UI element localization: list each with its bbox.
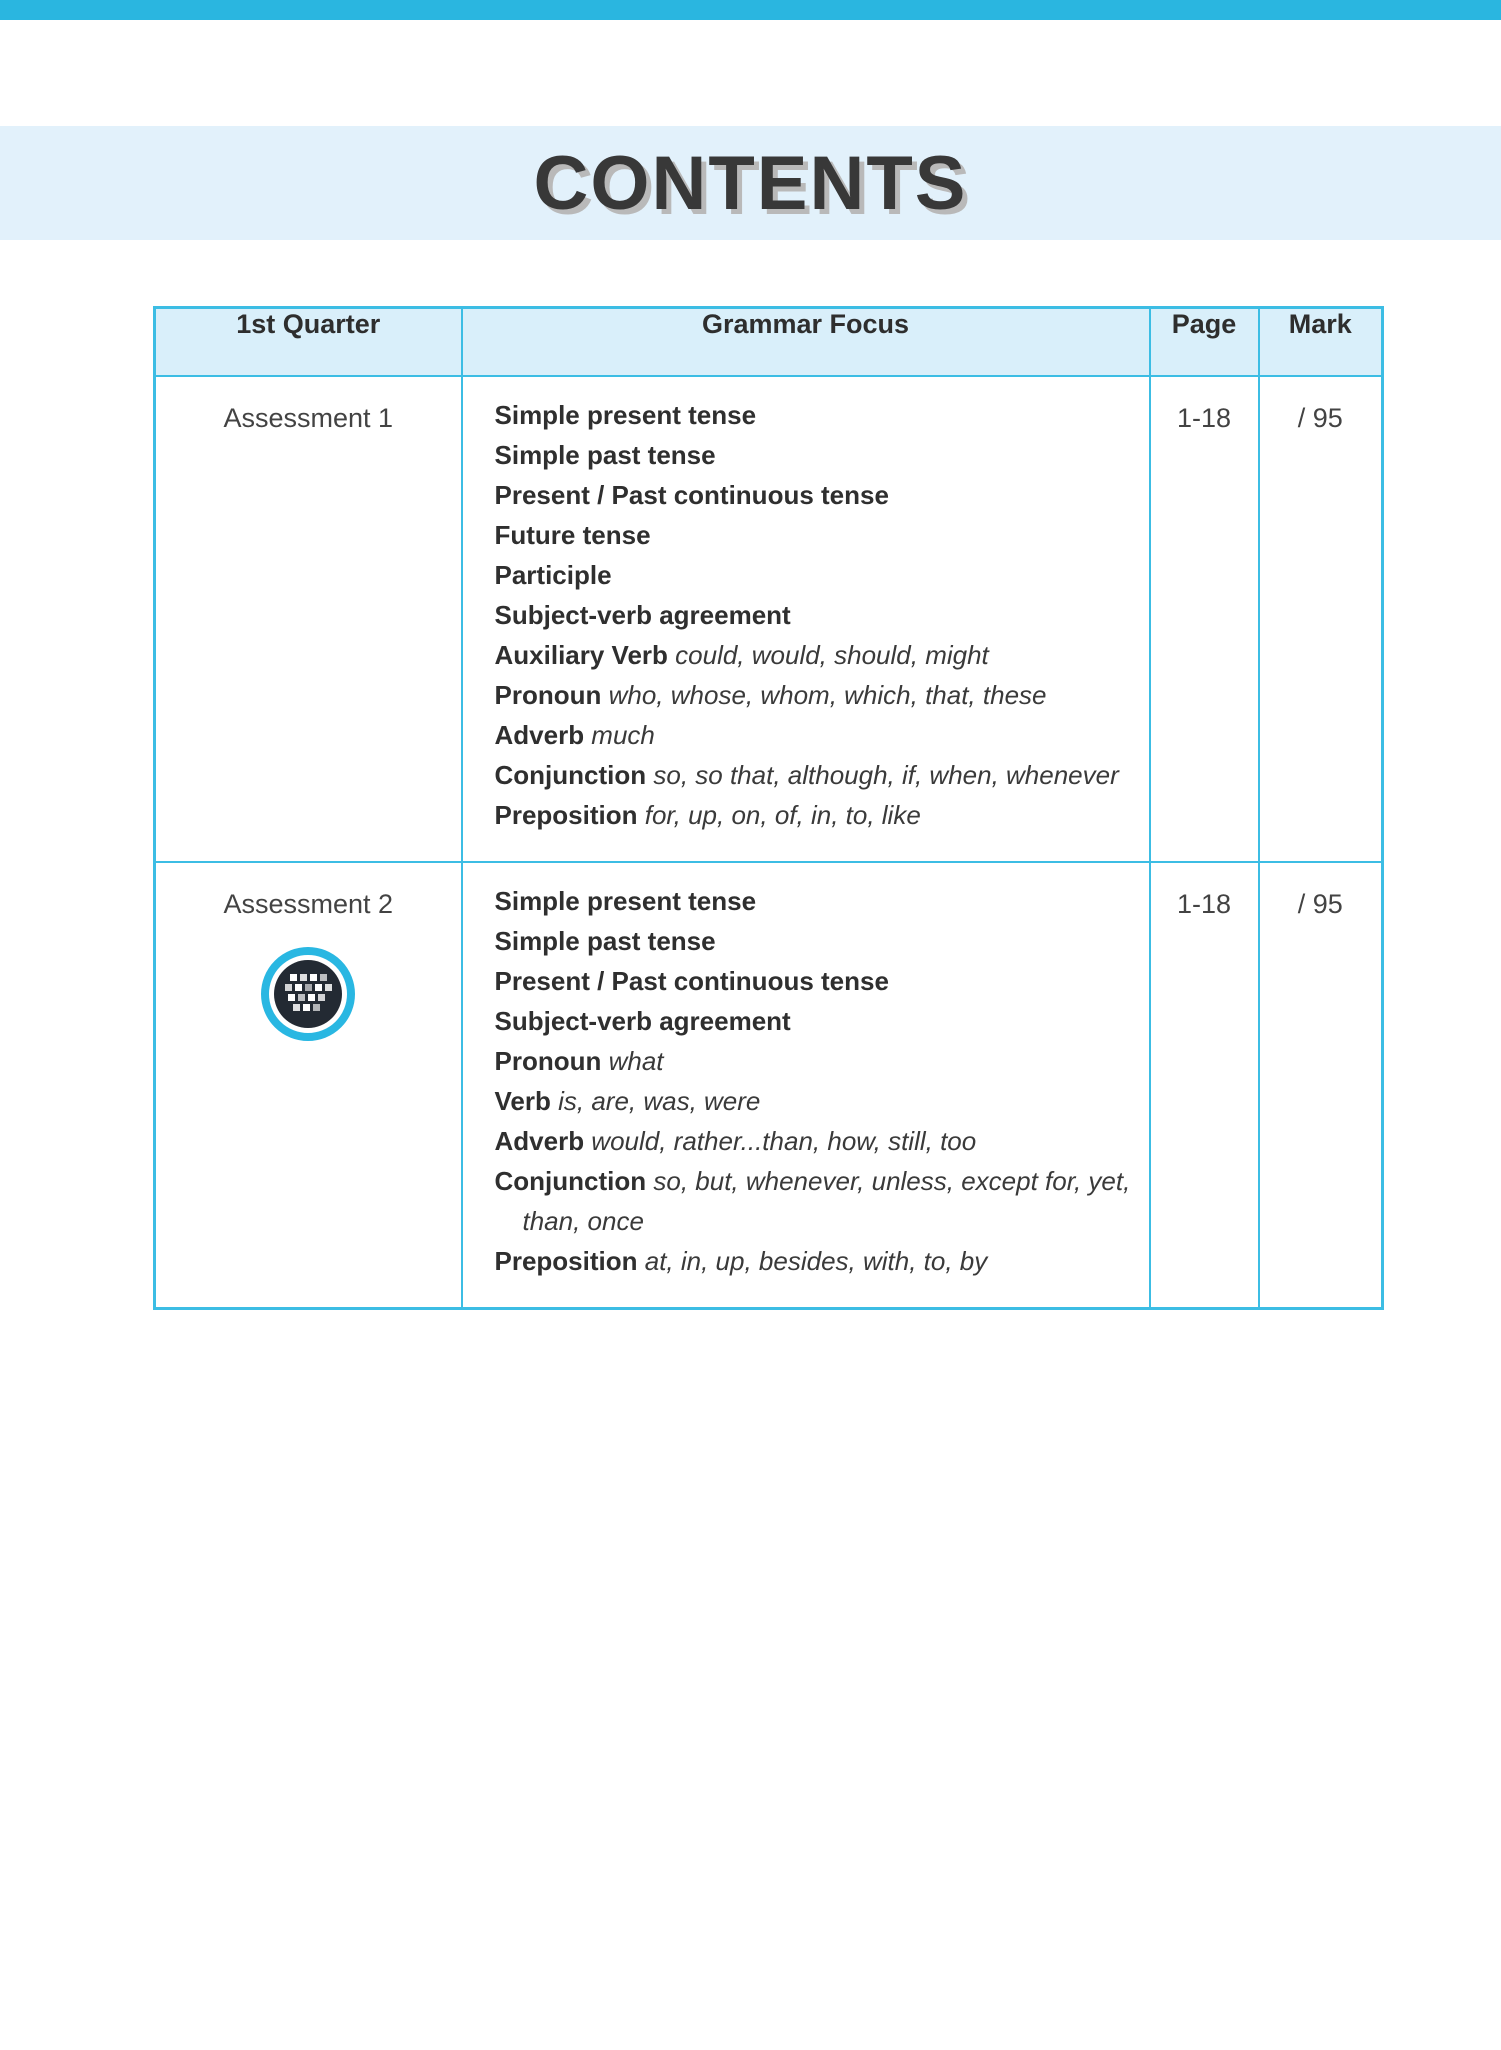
grammar-focus-cell <box>462 376 1150 862</box>
header-cell-grammar-focus: Grammar Focus <box>462 308 1150 377</box>
grammar-detail: at, in, up, besides, with, to, by <box>637 1246 988 1276</box>
grammar-item <box>495 1041 1131 1081</box>
grammar-term: Preposition <box>494 1246 638 1276</box>
grammar-item <box>495 961 1131 1001</box>
grammar-term: Present / Past continuous tense <box>494 966 889 996</box>
header-cell-quarter: 1st Quarter <box>155 308 462 377</box>
grammar-detail: is, are, was, were <box>550 1086 761 1116</box>
grammar-term: Auxiliary Verb <box>494 640 668 670</box>
grammar-item <box>495 881 1131 921</box>
grammar-detail: what <box>601 1046 664 1076</box>
grammar-item <box>495 1081 1131 1121</box>
contents-banner <box>0 126 1501 240</box>
grammar-item <box>495 795 1131 835</box>
page-value: 1-18 <box>1150 862 1259 1309</box>
grammar-detail: much <box>584 720 655 750</box>
grammar-item <box>495 1001 1131 1041</box>
grammar-item <box>495 435 1131 475</box>
grammar-item <box>495 1121 1131 1161</box>
grammar-item <box>495 1161 1131 1241</box>
grammar-term: Future tense <box>494 520 651 550</box>
grammar-item-list <box>495 881 1131 1281</box>
grammar-detail: who, whose, whom, which, that, these <box>601 680 1047 710</box>
assessment-label-cell <box>155 862 462 1309</box>
qr-code-icon <box>260 946 356 1042</box>
grammar-detail: would, rather...than, how, still, too <box>584 1126 977 1156</box>
grammar-term: Pronoun <box>494 1046 602 1076</box>
grammar-item <box>495 755 1131 795</box>
table-row <box>155 376 1383 862</box>
grammar-item <box>495 635 1131 675</box>
grammar-term: Adverb <box>494 720 585 750</box>
table-header-row <box>155 308 1383 377</box>
assessment-label-cell <box>155 376 462 862</box>
grammar-item <box>495 715 1131 755</box>
grammar-item <box>495 475 1131 515</box>
grammar-detail: so, but, whenever, unless, except for, yet, than, once <box>522 1166 1131 1236</box>
header-cell-page: Page <box>1150 308 1259 377</box>
assessment-label: Assessment 1 <box>223 403 394 433</box>
grammar-term: Simple past tense <box>494 440 716 470</box>
contents-table <box>153 306 1384 1310</box>
grammar-term: Participle <box>494 560 612 590</box>
contents-table-wrap <box>153 306 1381 1310</box>
grammar-focus-cell <box>462 862 1150 1309</box>
page-value: 1-18 <box>1150 376 1259 862</box>
mark-value: / 95 <box>1259 376 1383 862</box>
grammar-item <box>495 555 1131 595</box>
grammar-term: Present / Past continuous tense <box>494 480 889 510</box>
grammar-term: Adverb <box>494 1126 585 1156</box>
grammar-term: Subject-verb agreement <box>494 1006 791 1036</box>
grammar-term: Simple present tense <box>494 400 757 430</box>
grammar-detail: so, so that, although, if, when, whenever <box>646 760 1119 790</box>
table-row <box>155 862 1383 1309</box>
grammar-term: Simple past tense <box>494 926 716 956</box>
grammar-term: Preposition <box>494 800 638 830</box>
mark-value: / 95 <box>1259 862 1383 1309</box>
grammar-term: Pronoun <box>494 680 602 710</box>
header-cell-mark: Mark <box>1259 308 1383 377</box>
grammar-term: Simple present tense <box>494 886 757 916</box>
grammar-item <box>495 515 1131 555</box>
page-title: CONTENTS <box>533 140 968 226</box>
grammar-term: Conjunction <box>494 760 647 790</box>
assessment-label: Assessment 2 <box>223 889 394 919</box>
grammar-item <box>495 395 1131 435</box>
grammar-item <box>495 595 1131 635</box>
grammar-item <box>495 675 1131 715</box>
grammar-detail: for, up, on, of, in, to, like <box>637 800 921 830</box>
grammar-item <box>495 1241 1131 1281</box>
grammar-item <box>495 921 1131 961</box>
grammar-item-list <box>495 395 1131 835</box>
grammar-detail: could, would, should, might <box>667 640 989 670</box>
grammar-term: Verb <box>494 1086 551 1116</box>
top-accent-strip <box>0 0 1501 20</box>
grammar-term: Subject-verb agreement <box>494 600 791 630</box>
grammar-term: Conjunction <box>494 1166 647 1196</box>
